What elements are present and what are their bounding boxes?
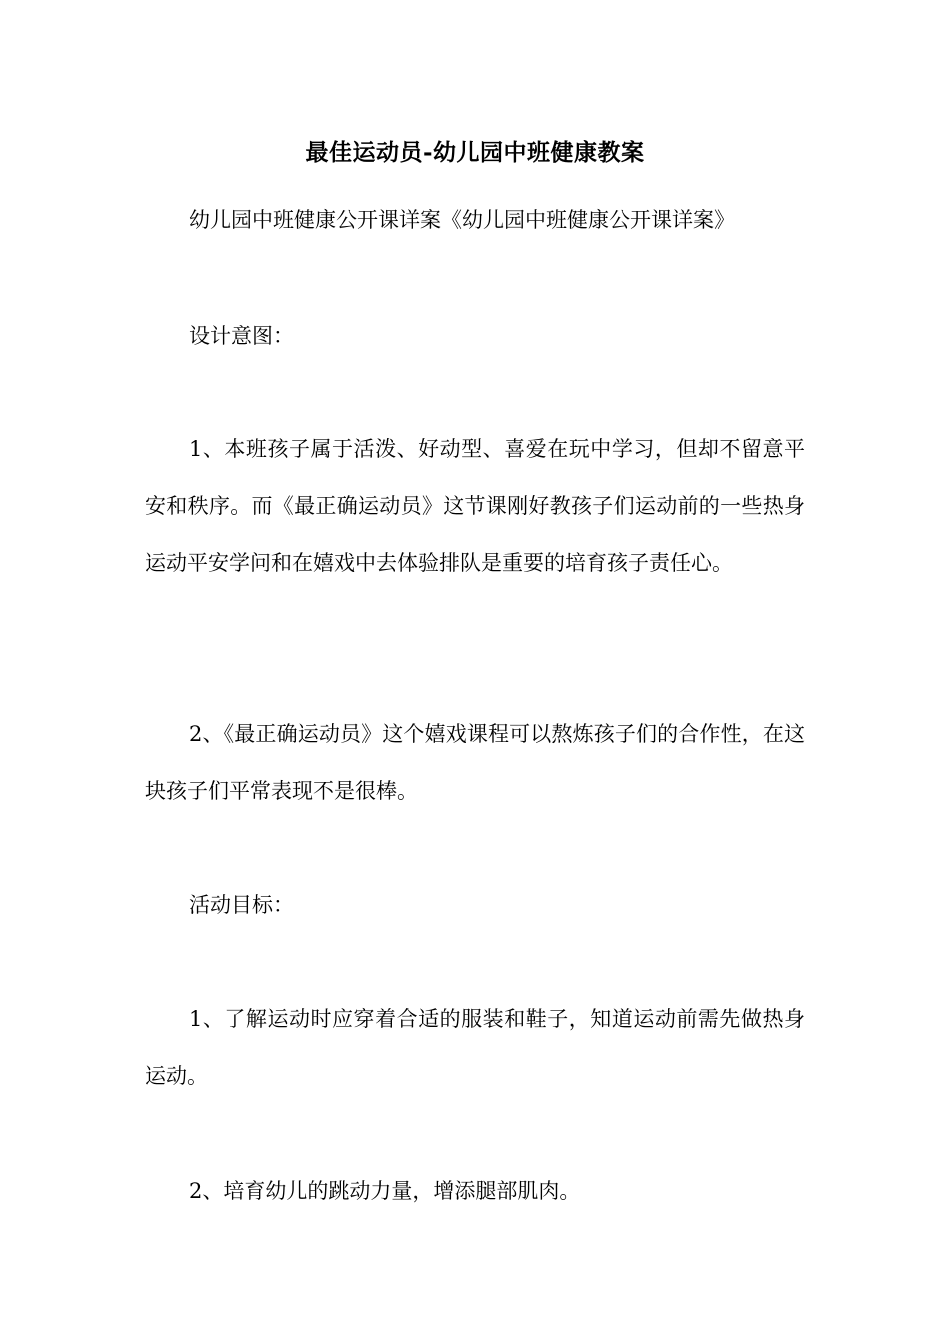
document-title: 最佳运动员-幼儿园中班健康教案: [305, 139, 645, 166]
subtitle-paragraph: 幼儿园中班健康公开课详案《幼儿园中班健康公开课详案》: [189, 208, 735, 232]
activity-goals-heading: 活动目标：: [189, 893, 294, 917]
design-intent-item-2: 2、《最正确运动员》这个嬉戏课程可以熬炼孩子们的合作性，在这块孩子们平常表现不是很棒。: [145, 722, 805, 803]
design-intent-item-1: 1、本班孩子属于活泼、好动型、喜爱在玩中学习，但却不留意平安和秩序。而《最正确运动员》这节课刚好教孩子们运动前的一些热身运动平安学问和在嬉戏中去体验排队是重要的培育孩子责任心。: [145, 437, 805, 575]
design-intent-heading: 设计意图：: [189, 324, 294, 348]
activity-goal-item-2: 2、培育幼儿的跳动力量，增添腿部肌肉。: [189, 1179, 581, 1203]
activity-goal-item-1: 1、了解运动时应穿着合适的服装和鞋子，知道运动前需先做热身运动。: [145, 1007, 805, 1088]
